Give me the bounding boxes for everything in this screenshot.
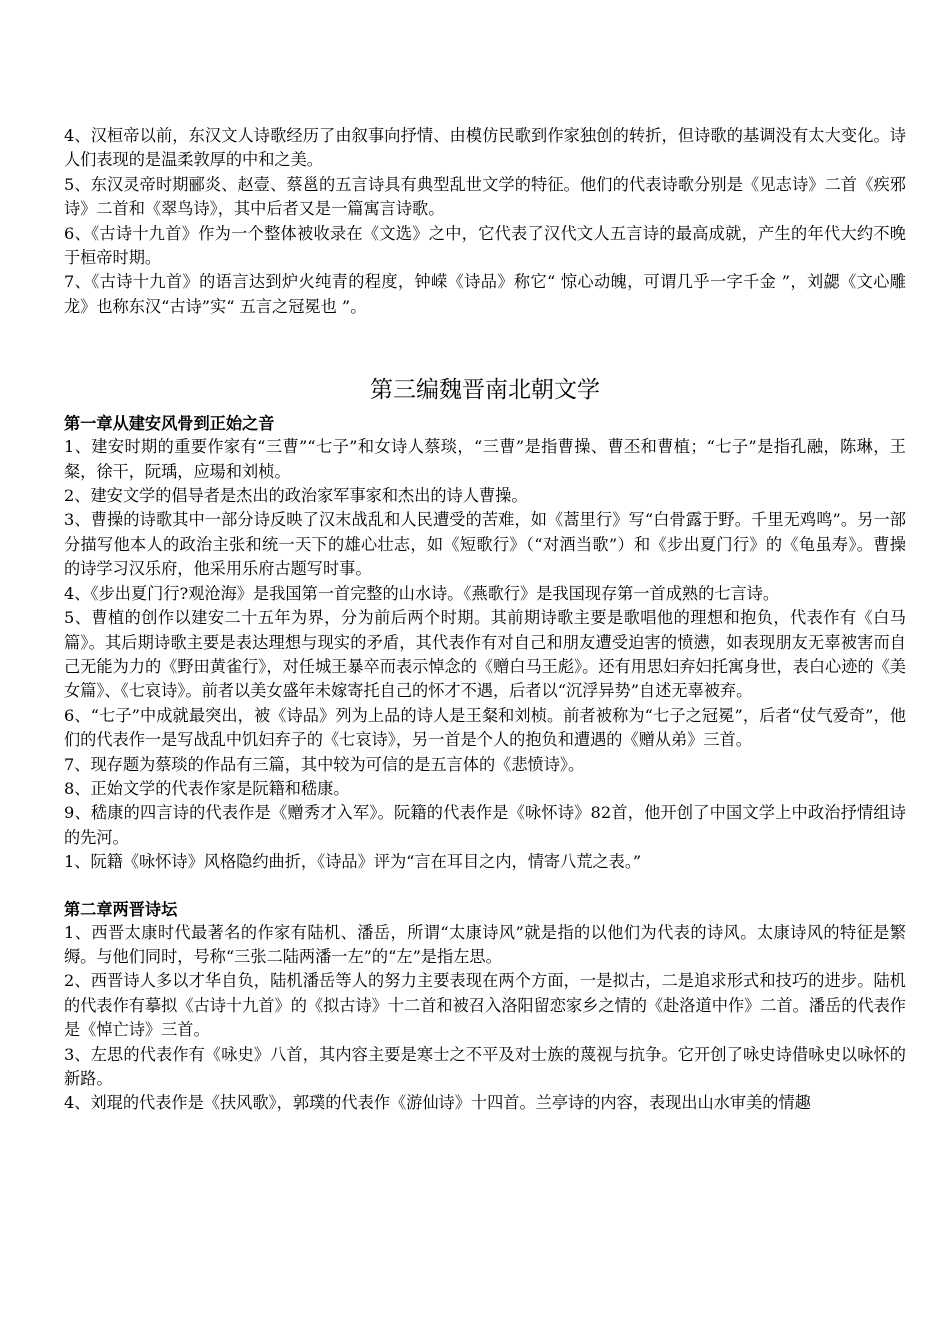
chapter-1-item-2: 2、建安文学的倡导者是杰出的政治家军事家和杰出的诗人曹操。 [64, 486, 528, 506]
chapter-2-title: 第二章两晋诗坛 [64, 899, 178, 919]
chapter-1-item-3: 3、曹操的诗歌其中一部分诗反映了汉末战乱和人民遭受的苦难，如《蒿里行》写“白骨露于野。千里无鸡鸣”。另一部分描写他本人的政治主张和统一天下的雄心壮志，如《短歌行》（“对酒当歌”）和《步出夏门行》的《龟虽寿》。曹操的诗学习汉乐府，他采用乐府古题写时事。 [64, 510, 906, 579]
chapter-2-section [64, 899, 906, 1116]
chapter-1-title: 第一章从建安风骨到正始之音 [64, 414, 275, 434]
chapter-2-item-4: 4、刘琨的代表作是《扶风歌》，郭璞的代表作《游仙诗》十四首。兰亭诗的内容，表现出山水审美的情趣 [64, 1093, 811, 1113]
paragraph-intro-4: 4、汉桓帝以前，东汉文人诗歌经历了由叙事向抒情、由模仿民歌到作家独创的转折，但诗歌的基调没有太大变化。诗人们表现的是温柔敦厚的中和之美。 [64, 126, 906, 170]
chapter-1-item-4: 4、《步出夏门行?观沧海》是我国第一首完整的山水诗。《燕歌行》是我国现存第一首成熟的七言诗。 [64, 583, 780, 603]
chapter-1-item-7: 7、现存题为蔡琰的作品有三篇，其中较为可信的是五言体的《悲愤诗》。 [64, 754, 585, 774]
chapter-1-item-6: 6、“七子”中成就最突出，被《诗品》列为上品的诗人是王粲和刘桢。前者被称为“七子之冠冕”，后者“仗气爱奇”，他们的代表作一是写战乱中饥妇弃子的《七哀诗》，另一首是个人的抱负和遭遇的《赠从弟》三首。 [64, 705, 906, 750]
paragraph-intro-6: 6、《古诗十九首》作为一个整体被收录在《文选》之中，它代表了汉代文人五言诗的最高成就，产生的年代大约不晚于桓帝时期。 [64, 223, 906, 268]
chapter-2-item-1: 1、西晋太康时代最著名的作家有陆机、潘岳，所谓“太康诗风”就是指的以他们为代表的诗风。太康诗风的特征是繁缛。与他们同时，号称“三张二陆两潘一左”的“左”是指左思。 [64, 922, 906, 966]
chapter-1-item-5: 5、曹植的创作以建安二十五年为界，分为前后两个时期。其前期诗歌主要是歌唱他的理想和抱负，代表作有《白马篇》。其后期诗歌主要是表达理想与现实的矛盾，其代表作有对自己和朋友遭受迫害的愤懑，如表现朋友无辜被害而自己无能为力的《野田黄雀行》，对任城王暴卒而表示悼念的《赠白马王彪》。还有用思妇弃妇托寓身世，表白心迹的《美女篇》、《七哀诗》。前者以美女盛年未嫁寄托自己的怀才不遇，后者以“沉浮异势”自述无辜被弃。 [64, 608, 906, 701]
chapter-2-item-3: 3、左思的代表作有《咏史》八首，其内容主要是寒士之不平及对士族的蔑视与抗争。它开创了咏史诗借咏史以咏怀的新路。 [64, 1044, 906, 1088]
chapter-2-item-2: 2、西晋诗人多以才华自负，陆机潘岳等人的努力主要表现在两个方面，一是拟古，二是追求形式和技巧的进步。陆机的代表作有摹拟《古诗十九首》的《拟古诗》十二首和被召入洛阳留恋家乡之情的《赴洛道中作》二首。潘岳的代表作是《悼亡诗》三首。 [64, 971, 906, 1040]
paragraph-intro-7: 7、《古诗十九首》的语言达到炉火纯青的程度，钟嵘《诗品》称它“ 惊心动魄，可谓几乎一字千金 ”，刘勰《文心雕龙》也称东汉“古诗”实“ 五言之冠冕也 ”。 [64, 272, 906, 316]
spacer [64, 319, 906, 375]
chapter-1-item-8: 8、正始文学的代表作家是阮籍和嵇康。 [64, 778, 350, 798]
chapter-1-item-1: 1、建安时期的重要作家有“三曹”“七子”和女诗人蔡琰，“三曹”是指曹操、曹丕和曹植；“七子”是指孔融，陈琳，王粲，徐干，阮瑀，应瑒和刘桢。 [64, 437, 906, 481]
chapter-1-section [64, 413, 906, 874]
page-content [64, 124, 906, 1116]
paragraph-intro-5: 5、东汉灵帝时期郦炎、赵壹、蔡邕的五言诗具有典型乱世文学的特征。他们的代表诗歌分别是《见志诗》二首《疾邪诗》二首和《翠鸟诗》，其中后者又是一篇寓言诗歌。 [64, 174, 906, 219]
chapter-1-item-9: 9、嵇康的四言诗的代表作是《赠秀才入军》。阮籍的代表作是《咏怀诗》82首，他开创了中国文学上中政治抒情组诗的先河。 [64, 803, 906, 847]
intro-section [64, 124, 906, 319]
spacer [64, 875, 906, 899]
chapter-1-item-10: 1、阮籍《咏怀诗》风格隐约曲折，《诗品》评为“言在耳目之内，情寄八荒之表。” [64, 852, 642, 872]
edition-title: 第三编魏晋南北朝文学 [370, 377, 600, 404]
